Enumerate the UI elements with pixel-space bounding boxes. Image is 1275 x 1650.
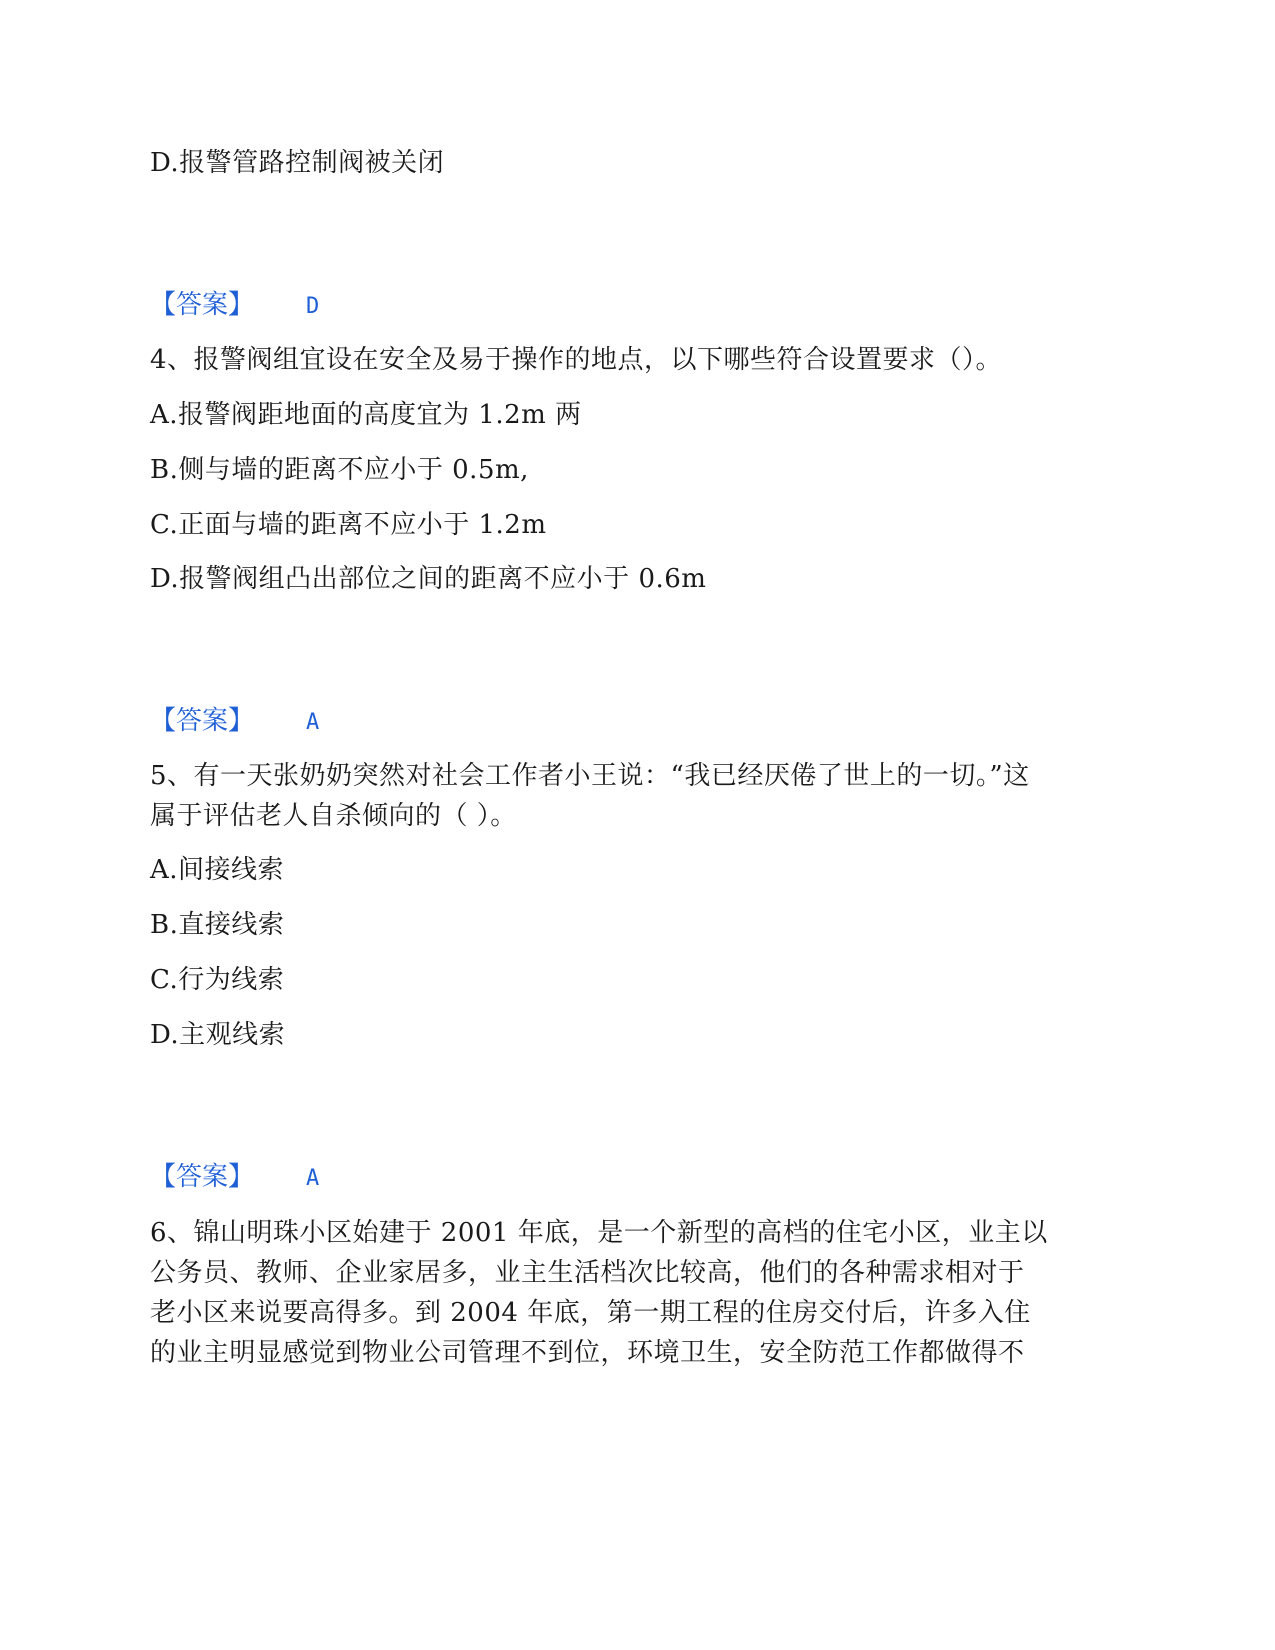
q3-option-d: D.报警管路控制阀被关闭 xyxy=(150,148,445,178)
q6-stem-line1: 6、锦山明珠小区始建于 2001 年底，是一个新型的高档的住宅小区，业主以 xyxy=(150,1218,1048,1248)
q5-option-a: A.间接线索 xyxy=(150,855,285,885)
q5-stem-line2: 属于评估老人自杀倾向的（ ）。 xyxy=(150,801,517,831)
q5-stem-line1: 5、有一天张奶奶突然对社会工作者小王说：“我已经厌倦了世上的一切。”这 xyxy=(150,761,1030,791)
answer-label: 【答案】 xyxy=(150,290,255,320)
q4-stem: 4、报警阀组宜设在安全及易于操作的地点，以下哪些符合设置要求（）。 xyxy=(150,345,1003,375)
q4-answer xyxy=(150,704,319,740)
answer-label: 【答案】 xyxy=(150,706,255,736)
q6-stem-line3: 老小区来说要高得多。到 2004 年底，第一期工程的住房交付后，许多入住 xyxy=(150,1298,1031,1328)
q5-answer xyxy=(150,1160,319,1196)
answer-label: 【答案】 xyxy=(150,1162,255,1192)
q5-option-c: C.行为线索 xyxy=(150,965,285,995)
q4-option-d: D.报警阀组凸出部位之间的距离不应小于 0.6m xyxy=(150,564,707,594)
q4-option-b: B.侧与墙的距离不应小于 0.5m, xyxy=(150,455,529,485)
answer-value: A xyxy=(306,1166,320,1191)
q6-stem-line4: 的业主明显感觉到物业公司管理不到位，环境卫生，安全防范工作都做得不 xyxy=(150,1338,1025,1368)
answer-value: A xyxy=(306,710,320,735)
answer-value: D xyxy=(306,294,320,319)
q6-stem-line2: 公务员、教师、企业家居多，业主生活档次比较高，他们的各种需求相对于 xyxy=(150,1258,1025,1288)
q3-answer xyxy=(150,288,319,324)
q4-option-c: C.正面与墙的距离不应小于 1.2m xyxy=(150,510,547,540)
q5-option-b: B.直接线索 xyxy=(150,910,285,940)
q5-option-d: D.主观线索 xyxy=(150,1020,286,1050)
q4-option-a: A.报警阀距地面的高度宜为 1.2m 两 xyxy=(150,400,582,430)
